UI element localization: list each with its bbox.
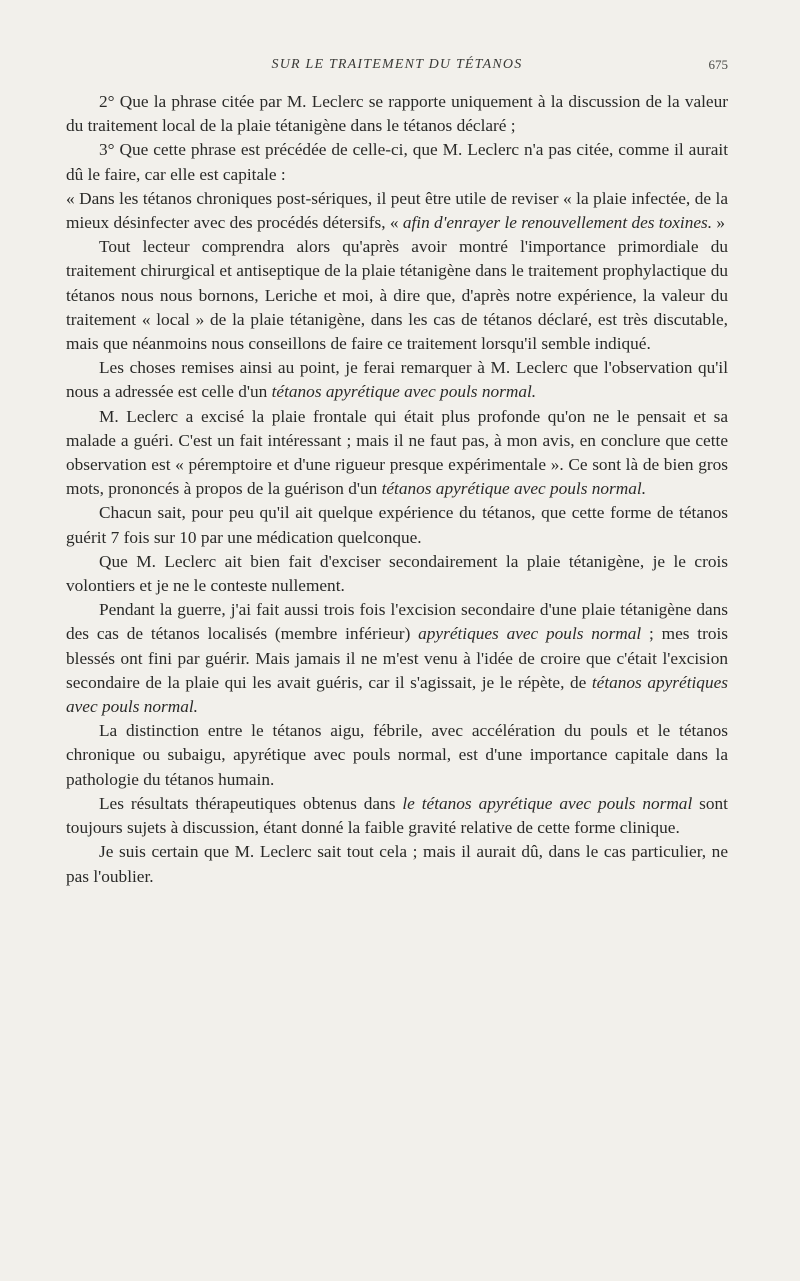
- text-run: 3° Que cette phrase est précédée de celle-ci, que M. Leclerc n'a pas citée, comme il aurait dû le faire, car elle est capitale :: [66, 140, 728, 184]
- text-run: »: [712, 213, 726, 233]
- text-run: M. Leclerc a excisé la plaie frontale qui était plus profonde qu'on ne le pensait et sa malade a guéri. C'est un fait intéressant ; mais il ne faut pas, à mon avis, en conclure que cette observation est « péremptoire et d'une rigueur presque expérimentale ». Ce sont là de bien gros mots, prononcés à propos de la guérison d'un: [66, 406, 728, 499]
- text-run: Je suis certain que M. Leclerc sait tout cela ; mais il aurait dû, dans le cas particulier, ne pas l'oublier.: [66, 842, 728, 886]
- text-run: Les résultats thérapeutiques obtenus dans: [99, 793, 403, 813]
- text-run: Pendant la guerre, j'ai fait aussi trois fois l'excision secondaire d'une plaie tétanigène dans des cas de tétanos localisés (membre inférieur): [66, 600, 728, 644]
- text-run: Les choses remises ainsi au point, je ferai remarquer à M. Leclerc que l'observation qu'il nous a adressée est celle d'un: [66, 358, 728, 402]
- text-run: Que M. Leclerc ait bien fait d'exciser secondairement la plaie tétanigène, je le crois volontiers et je ne le conteste nullement.: [66, 551, 728, 596]
- italic-run: apyrétiques avec pouls normal: [418, 624, 642, 644]
- body-text: [66, 90, 728, 889]
- italic-run: tétanos apyrétique avec pouls normal.: [381, 479, 647, 499]
- paragraph: [66, 598, 728, 719]
- paragraph: [66, 840, 728, 888]
- italic-run: afin d'enrayer le renouvellement des toxines.: [402, 213, 713, 233]
- paragraph: [66, 356, 728, 404]
- italic-run: le tétanos apyrétique avec pouls normal: [402, 793, 693, 813]
- text-run: La distinction entre le tétanos aigu, fébrile, avec accélération du pouls et le tétanos chronique ou subaigu, apyrétique avec pouls normal, est d'une importance capitale dans la pathologie du tétanos humain.: [66, 721, 728, 789]
- italic-run: tétanos apyrétique avec pouls normal.: [271, 382, 537, 402]
- text-run: sont toujours sujets à discussion, étant donné la faible gravité relative de cette forme clinique.: [66, 793, 728, 838]
- paragraph: [66, 501, 728, 549]
- paragraph: [66, 90, 728, 138]
- quoted-paragraph: [66, 187, 728, 235]
- text-run: ; mes trois blessés ont fini par guérir. Mais jamais il ne m'est venu à l'idée de croire que c'était l'excision secondaire de la plaie qui les avait guéris, car il s'agissait, je le répète, de: [66, 624, 728, 692]
- paragraph: [66, 792, 728, 840]
- paragraph: [66, 235, 728, 356]
- running-title: SUR LE TRAITEMENT DU TÉTANOS: [271, 57, 523, 72]
- paragraph: [66, 550, 728, 598]
- paragraph: [66, 405, 728, 502]
- text-run: 2° Que la phrase citée par M. Leclerc se rapporte uniquement à la discussion de la valeur du traitement local de la plaie tétanigène dans le tétanos déclaré ;: [66, 92, 728, 136]
- italic-run: tétanos apyrétiques avec pouls normal.: [66, 672, 728, 717]
- text-run: Chacun sait, pour peu qu'il ait quelque expérience du tétanos, que cette forme de tétanos guérit 7 fois sur 10 par une médication quelconque.: [66, 503, 728, 547]
- text-run: « Dans les tétanos chroniques post-sériques, il peut être utile de reviser « la plaie infectée, de la mieux désinfecter avec des procédés détersifs, «: [66, 188, 728, 233]
- running-head: [66, 57, 728, 79]
- paragraph: [66, 719, 728, 792]
- text-run: Tout lecteur comprendra alors qu'après avoir montré l'importance primordiale du traitement chirurgical et antiseptique de la plaie tétanigène dans le traitement prophylactique du tétanos nous nous bornons, Leriche et moi, à dire que, d'après notre expérience, la valeur du traitement « local » de la plaie tétanigène, dans les cas de tétanos déclaré, est très discutable, mais que néanmoins nous conseillons de faire ce traitement lorsqu'il semble indiqué.: [66, 237, 728, 354]
- page-number: 675: [708, 57, 728, 72]
- paragraph: [66, 138, 728, 186]
